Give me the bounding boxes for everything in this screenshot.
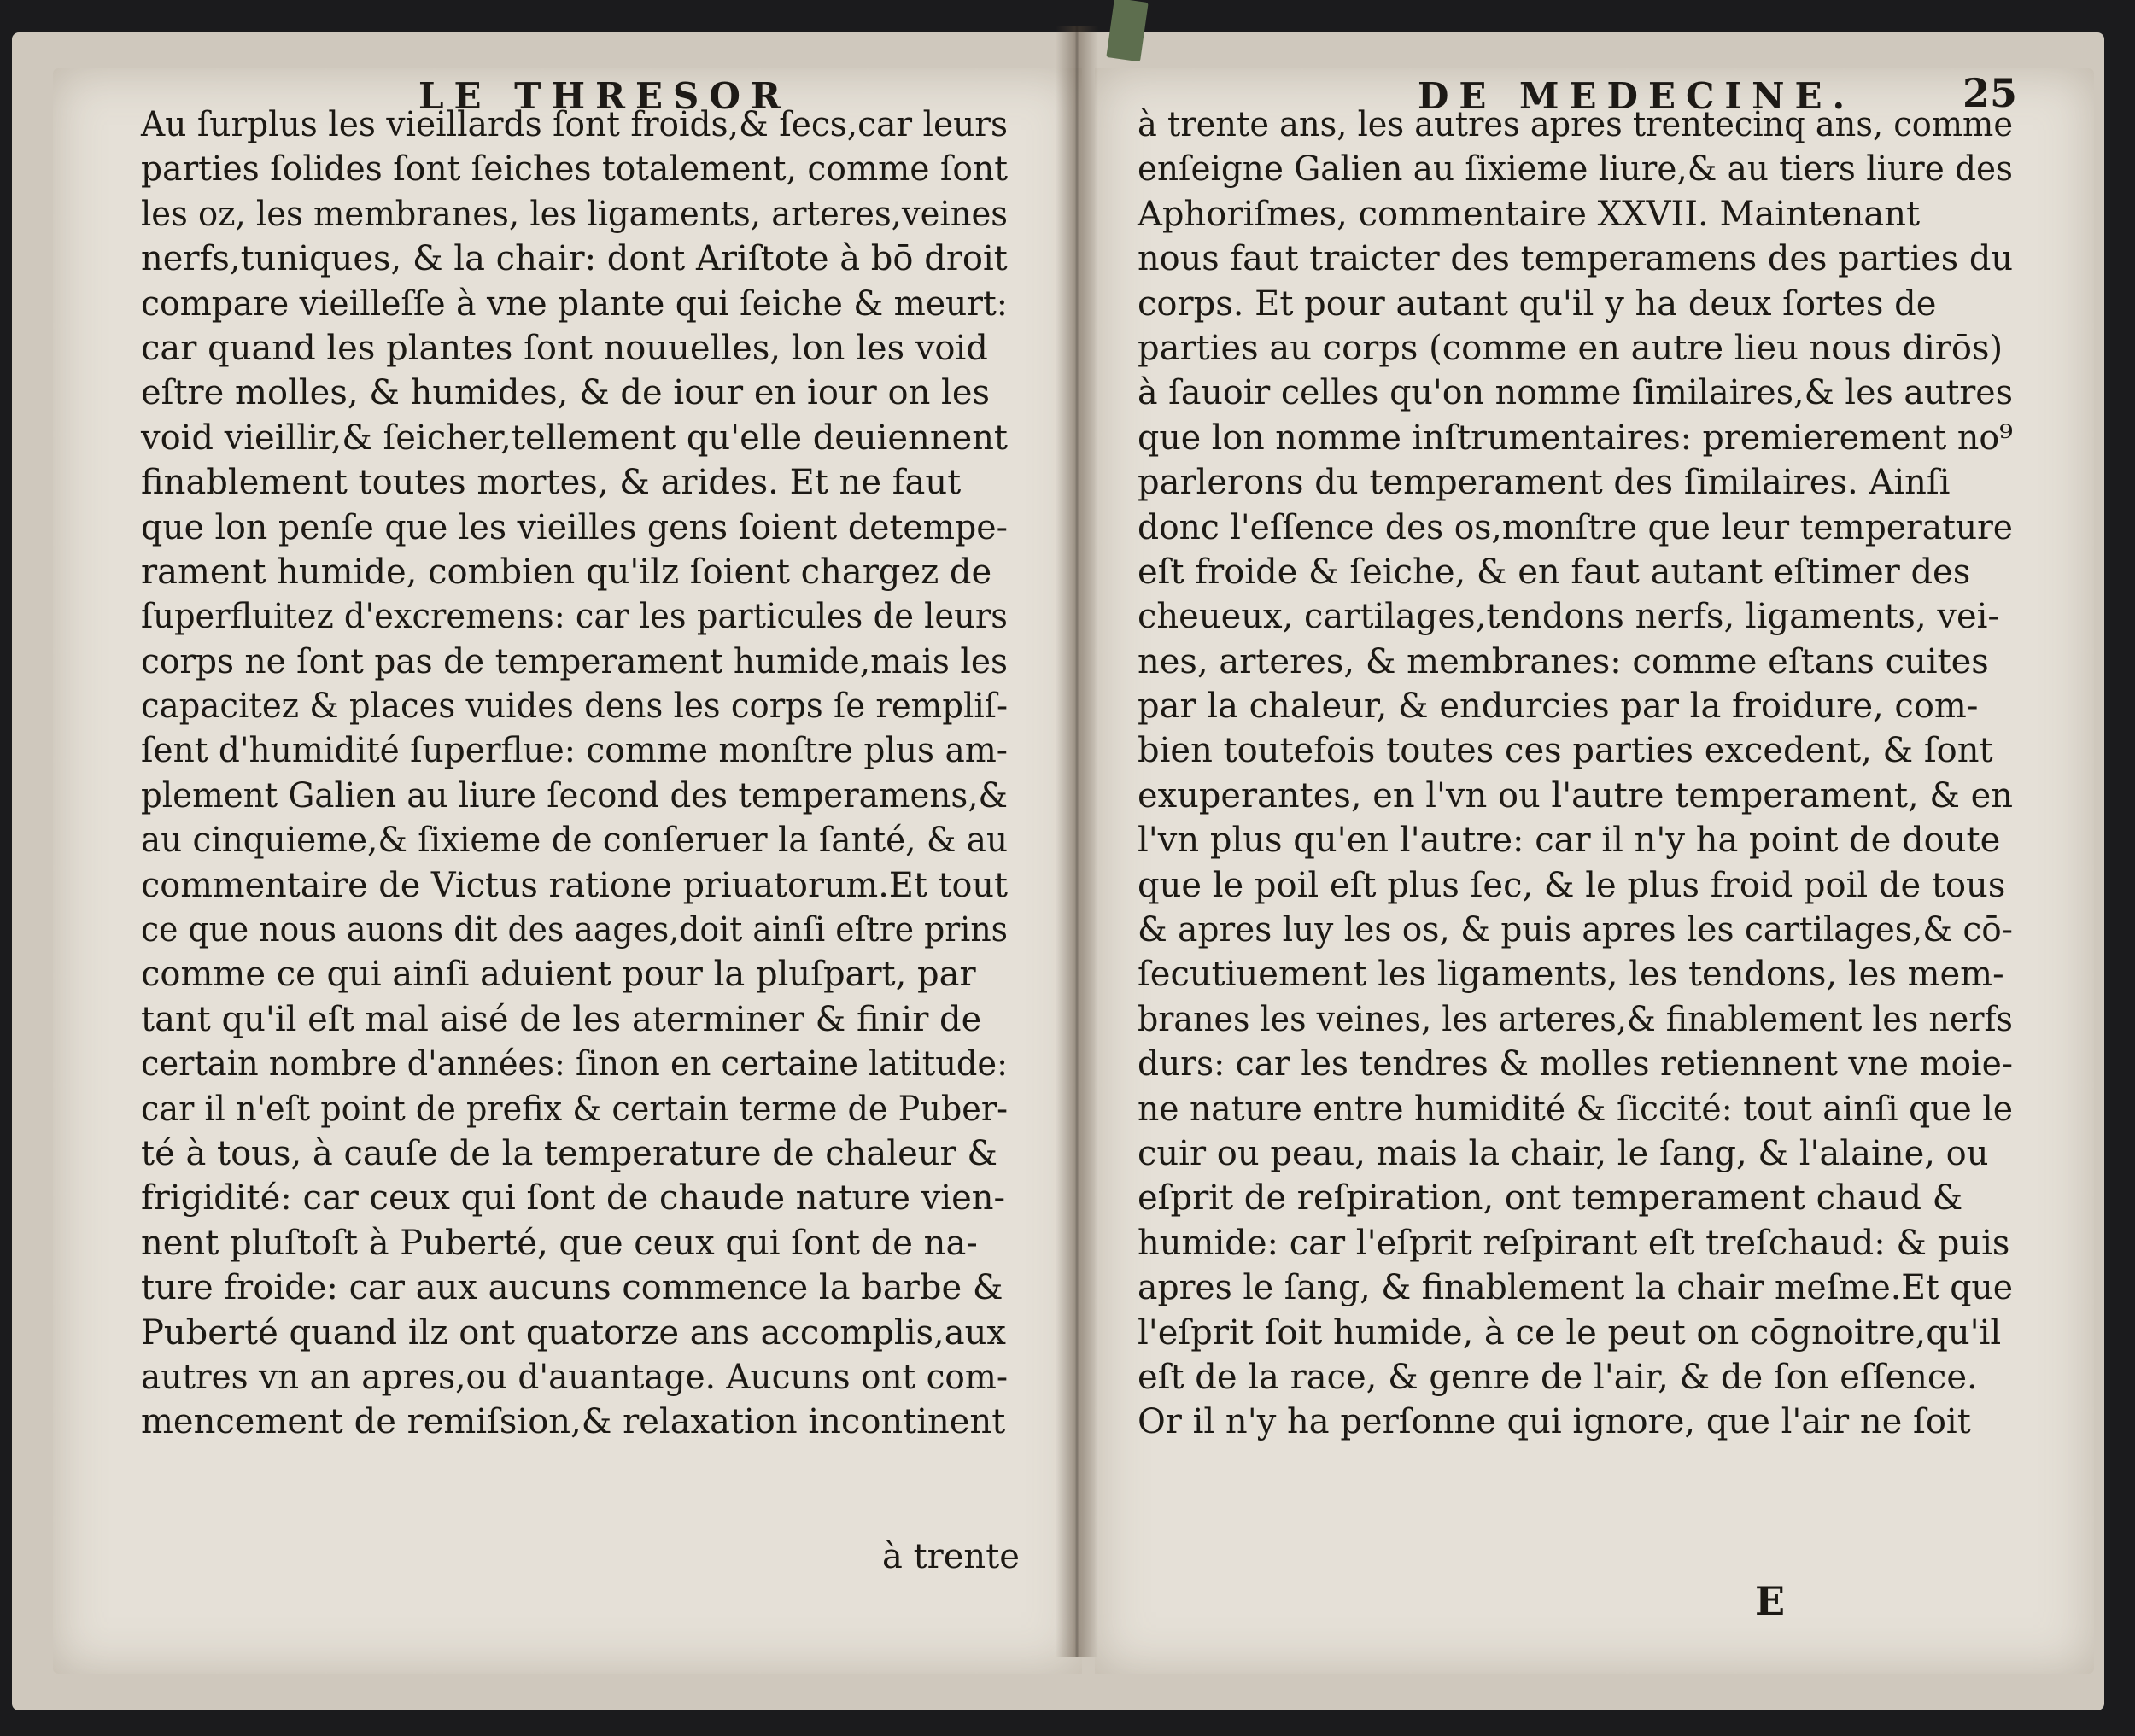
text-line: Puberté quand ilz ont quatorze ans accomplis,aux bbox=[141, 1312, 1006, 1353]
text-line: que lon nomme inſtrumentaires: premierement no⁹ bbox=[1138, 418, 2013, 458]
text-line: parties ſolides ſont ſeiches totalement, comme ſont bbox=[141, 149, 1008, 190]
text-line: à trente ans, les autres apres trentecinq ans, comme bbox=[1138, 105, 2013, 144]
text-line: au cinquieme,& ſixieme de conſeruer la ſanté, & au bbox=[141, 821, 1008, 861]
text-line: Or il n'y ha perſonne qui ignore, que l'air ne ſoit bbox=[1138, 1402, 1971, 1442]
text-line: eſt froide & ſeiche, & en faut autant eſtimer des bbox=[1138, 552, 1971, 592]
right-running-head: DE MEDECINE. bbox=[1418, 75, 1856, 117]
text-line: plement Galien au liure ſecond des temperamens,& bbox=[141, 775, 1008, 815]
text-line: branes les veines, les arteres,& finablement les nerfs bbox=[1138, 999, 2013, 1039]
signature-mark: E bbox=[1755, 1578, 1786, 1624]
text-line: rament humide, combien qu'ilz ſoient chargez de bbox=[141, 552, 992, 592]
text-line: ce que nous auons dit des aages,doit ainſi eſtre prins bbox=[141, 910, 1008, 950]
text-line: ne nature entre humidité & ſiccité: tout ainſi que le bbox=[1138, 1089, 2013, 1129]
text-line: ſent d'humidité ſuperflue: comme monſtre plus am- bbox=[141, 731, 1008, 771]
right-text-block bbox=[1138, 102, 2013, 1445]
text-line: té à tous, à cauſe de la temperature de chaleur & bbox=[141, 1133, 997, 1173]
text-line: nous faut traicter des temperamens des parties du bbox=[1138, 239, 2013, 279]
text-line: commentaire de Victus ratione priuatorum.Et tout bbox=[141, 865, 1008, 905]
text-line: Aphoriſmes, commentaire XXVII. Maintenant bbox=[1138, 194, 1921, 234]
text-line: apres le ſang, & finablement la chair meſme.Et que bbox=[1138, 1268, 2013, 1308]
text-line: void vieillir,& ſeicher,tellement qu'elle deuiennent bbox=[141, 418, 1008, 458]
text-line: corps ne ſont pas de temperament humide,mais les bbox=[141, 641, 1008, 681]
text-line: enſeigne Galien au ſixieme liure,& au tiers liure des bbox=[1138, 149, 2013, 190]
text-line: bien toutefois toutes ces parties excedent, & ſont bbox=[1138, 731, 1993, 771]
text-line: humide: car l'eſprit reſpirant eſt treſchaud: & puis bbox=[1138, 1223, 2010, 1263]
text-line: car quand les plantes ſont nouuelles, lon les void bbox=[141, 328, 988, 368]
text-line: eſt de la race, & genre de l'air, & de ſon eſſence. bbox=[1138, 1357, 1978, 1397]
text-line: parties au corps (comme en autre lieu nous dirōs) bbox=[1138, 328, 2003, 368]
text-line: par la chaleur, & endurcies par la froidure, com- bbox=[1138, 687, 1979, 727]
text-line: parlerons du temperament des ſimilaires. Ainſi bbox=[1138, 463, 1951, 503]
text-line: tant qu'il eſt mal aisé de les aterminer & finir de bbox=[141, 999, 982, 1039]
text-line: l'vn plus qu'en l'autre: car il n'y ha point de doute bbox=[1138, 821, 2001, 861]
text-line: cuir ou peau, mais la chair, le ſang, & l'alaine, ou bbox=[1138, 1133, 1989, 1173]
catchword: à trente bbox=[882, 1537, 1020, 1576]
text-line: frigidité: car ceux qui ſont de chaude nature vien- bbox=[141, 1178, 1006, 1219]
text-line: Au ſurplus les vieillards ſont froids,& ſecs,car leurs bbox=[141, 105, 1008, 144]
text-line: mencement de remiſsion,& relaxation incontinent bbox=[141, 1402, 1006, 1442]
text-line: à ſauoir celles qu'on nomme ſimilaires,& les autres bbox=[1138, 373, 2013, 413]
text-line: ture froide: car aux aucuns commence la barbe & bbox=[141, 1268, 1003, 1308]
page-number: 25 bbox=[1962, 70, 2018, 116]
text-line: compare vieilleſſe à vne plante qui ſeiche & meurt: bbox=[141, 283, 1008, 324]
text-line: exuperantes, en l'vn ou l'autre temperament, & en bbox=[1138, 775, 2013, 815]
text-line: car il n'eſt point de prefix & certain terme de Puber- bbox=[141, 1089, 1008, 1129]
left-running-head: LE THRESOR bbox=[418, 75, 791, 117]
book-gutter bbox=[1056, 26, 1098, 1657]
text-line: que lon penſe que les vieilles gens ſoient detempe- bbox=[141, 507, 1008, 547]
text-line: ſecutiuement les ligaments, les tendons, les mem- bbox=[1138, 955, 2004, 995]
text-line: ſuperfluitez d'excremens: car les particules de leurs bbox=[141, 597, 1008, 637]
text-line: capacitez & places vuides dens les corps ſe rempliſ- bbox=[141, 687, 1008, 727]
text-line: corps. Et pour autant qu'il y ha deux ſortes de bbox=[1138, 283, 1937, 324]
text-line: finablement toutes mortes, & arides. Et ne faut bbox=[141, 463, 962, 503]
text-line: & apres luy les os, & puis apres les cartilages,& cō- bbox=[1138, 910, 2013, 950]
text-line: durs: car les tendres & molles retiennent vne moie- bbox=[1138, 1044, 2013, 1084]
text-line: les oz, les membranes, les ligaments, arteres,veines bbox=[141, 194, 1008, 234]
text-line: autres vn an apres,ou d'auantage. Aucuns ont com- bbox=[141, 1357, 1008, 1397]
text-line: eſtre molles, & humides, & de iour en iour on les bbox=[141, 373, 991, 413]
text-line: donc l'eſſence des os,monſtre que leur temperature bbox=[1138, 507, 2013, 547]
text-line: certain nombre d'années: ſinon en certaine latitude: bbox=[141, 1044, 1008, 1084]
text-line: comme ce qui ainſi aduient pour la pluſpart, par bbox=[141, 955, 976, 995]
text-line: que le poil eſt plus ſec, & le plus froid poil de tous bbox=[1138, 865, 2006, 905]
text-line: l'eſprit ſoit humide, à ce le peut on cōgnoitre,qu'il bbox=[1138, 1312, 2002, 1353]
text-line: nerfs,tuniques, & la chair: dont Ariſtote à bō droit bbox=[141, 239, 1008, 279]
text-line: eſprit de reſpiration, ont temperament chaud & bbox=[1138, 1178, 1963, 1219]
text-line: nes, arteres, & membranes: comme eſtans cuites bbox=[1138, 641, 1989, 681]
text-line: nent pluſtoſt à Puberté, que ceux qui ſont de na- bbox=[141, 1223, 978, 1263]
left-text-block bbox=[141, 102, 1008, 1445]
text-line: cheueux, cartilages,tendons nerfs, ligaments, vei- bbox=[1138, 597, 1999, 637]
